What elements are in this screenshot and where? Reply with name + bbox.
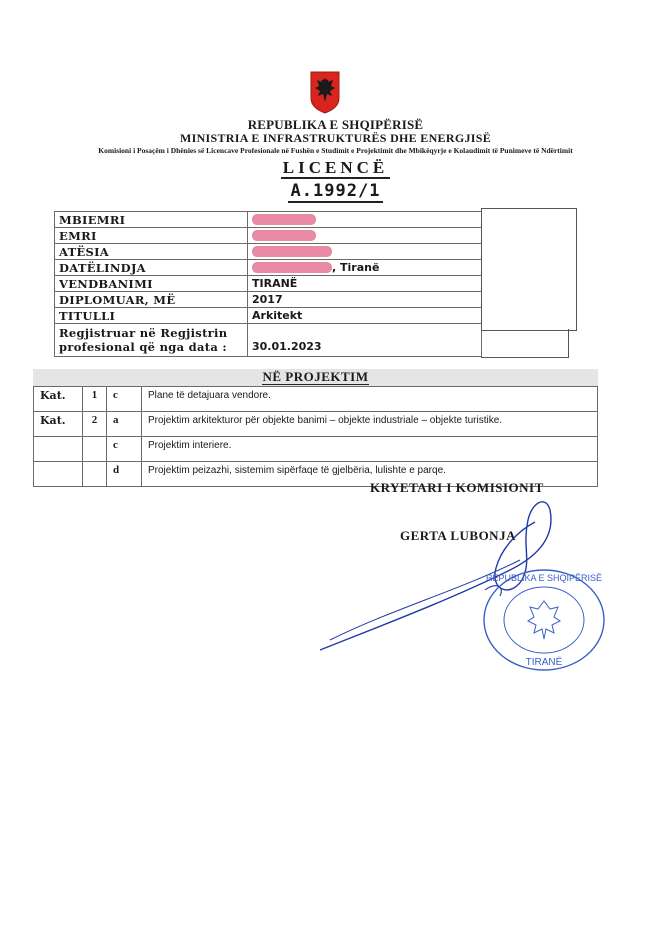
category-number	[83, 437, 107, 462]
redaction-mark	[252, 214, 316, 225]
signer-name: GERTA LUBONJA	[400, 528, 516, 543]
personal-info-table	[54, 211, 482, 357]
table-row	[55, 212, 482, 228]
category-label	[34, 462, 83, 487]
category-number: 2	[83, 412, 107, 437]
surname-label: MBIEMRI	[55, 212, 248, 228]
redaction-mark	[252, 262, 332, 273]
title-label: TITULLI	[55, 308, 248, 324]
chair-title: KRYETARI I KOMISIONIT	[370, 480, 544, 495]
ministry-heading: MINISTRIA E INFRASTRUKTURËS DHE ENERGJISË	[179, 131, 492, 145]
stamp-top-text: REPUBLIKA E SHQIPËRISË	[485, 573, 603, 583]
graduated-value: 2017	[248, 292, 482, 308]
official-stamp	[480, 565, 610, 675]
section-title: NË PROJEKTIM	[33, 369, 598, 386]
category-description: Projektim arkitekturor për objekte banimi – objekte industriale – objekte turistike.	[142, 412, 598, 437]
category-letter: c	[107, 387, 142, 412]
title-value: Arkitekt	[248, 308, 482, 324]
commission-heading: Komisioni i Posaçëm i Dhënies së Licencave Profesionale në Fushën e Studimit e Projektimit dhe Mbikëqyrje e Kolaudimit të Punimeve të Ndërtimit	[98, 146, 573, 155]
photo-frame-extension	[481, 329, 569, 358]
table-row	[34, 412, 598, 437]
category-description: Plane të detajuara vendore.	[142, 387, 598, 412]
redaction-mark	[252, 246, 332, 257]
registered-label: Regjistruar në Regjistrin profesional që nga data :	[55, 324, 248, 357]
table-row	[55, 260, 482, 276]
birthdate-value: , Tiranë	[248, 260, 482, 276]
table-row	[55, 228, 482, 244]
category-label: Kat.	[34, 412, 83, 437]
registered-value: 30.01.2023	[248, 324, 482, 357]
license-title: LICENCË	[282, 158, 389, 177]
category-letter: d	[107, 462, 142, 487]
birthdate-label: DATËLINDJA	[55, 260, 248, 276]
category-letter: c	[107, 437, 142, 462]
table-row	[34, 387, 598, 412]
table-row	[55, 276, 482, 292]
republic-heading: REPUBLIKA E SHQIPËRISË	[247, 117, 424, 132]
surname-value	[248, 212, 482, 228]
category-description: Projektim peizazhi, sistemim sipërfaqe të gjelbëria, lulishte e parqe.	[142, 462, 598, 487]
category-letter: a	[107, 412, 142, 437]
redaction-mark	[252, 230, 316, 241]
categories-table	[33, 386, 598, 487]
category-label: Kat.	[34, 387, 83, 412]
graduated-label: DIPLOMUAR, MË	[55, 292, 248, 308]
table-row	[55, 324, 482, 357]
category-description: Projektim interiere.	[142, 437, 598, 462]
table-row	[55, 292, 482, 308]
father-name-label: ATËSIA	[55, 244, 248, 260]
albanian-eagle-emblem-icon	[309, 70, 341, 114]
category-label	[34, 437, 83, 462]
name-label: EMRI	[55, 228, 248, 244]
residence-label: VENDBANIMI	[55, 276, 248, 292]
photo-placeholder	[481, 208, 577, 331]
name-value	[248, 228, 482, 244]
category-number: 1	[83, 387, 107, 412]
table-row	[55, 244, 482, 260]
table-row	[55, 308, 482, 324]
category-number	[83, 462, 107, 487]
license-number: A.1992/1	[0, 181, 671, 201]
stamp-bottom-text: TIRANË	[525, 657, 563, 668]
father-name-value	[248, 244, 482, 260]
table-row	[34, 437, 598, 462]
residence-value: TIRANË	[248, 276, 482, 292]
